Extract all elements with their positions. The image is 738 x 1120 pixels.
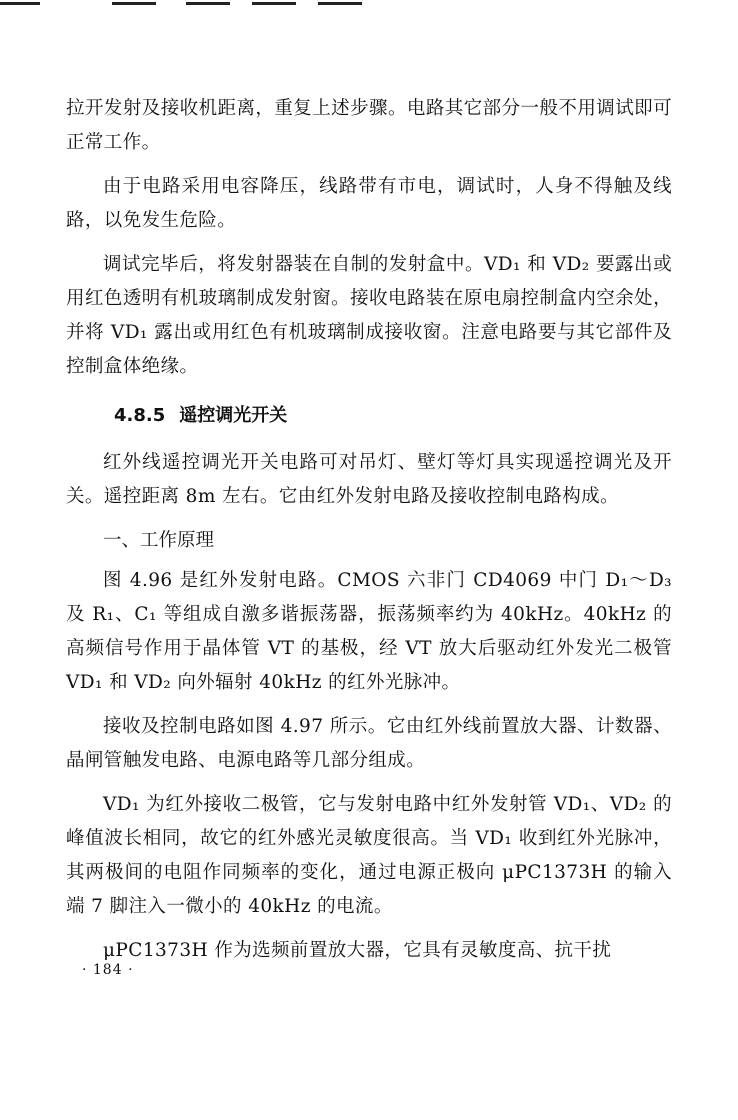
paragraph-photodiode: VD₁ 为红外接收二极管，它与发射电路中红外发射管 VD₁、VD₂ 的峰值波长相同，故它的红外感光灵敏度很高。当 VD₁ 收到红外光脉冲，其两极间的电阻作同频率的变化，通过电源正极向 μPC1373H 的输入端 7 脚注入一微小的 40kHz 的电流。 xyxy=(66,794,672,917)
paragraph-continuation: 拉开发射及接收机距离，重复上述步骤。电路其它部分一般不用调试即可正常工作。 xyxy=(66,98,672,153)
paragraph-intro: 红外线遥控调光开关电路可对吊灯、壁灯等灯具实现遥控调光及开关。遥控距离 8m 左右。它由红外发射电路及接收控制电路构成。 xyxy=(66,452,672,507)
subsection-heading: 一、工作原理 xyxy=(103,530,215,551)
page-number: · 184 · xyxy=(82,962,134,978)
top-rule-1 xyxy=(0,2,40,5)
page-body xyxy=(66,92,672,978)
paragraph-transmitter: 图 4.96 是红外发射电路。CMOS 六非门 CD4069 中门 D₁～D₃ 及 R₁、C₁ 等组成自激多谐振荡器，振荡频率约为 40kHz。40kHz 的高频信号作用于晶体管 VT 的基极，经 VT 放大后驱动红外发光二极管 VD₁ 和 VD₂ 向外辐射 40kHz 的红外光脉冲。 xyxy=(66,570,672,693)
paragraph-receiver: 接收及控制电路如图 4.97 所示。它由红外线前置放大器、计数器、晶闸管触发电路、电源电路等几部分组成。 xyxy=(66,716,672,771)
paragraph-safety-note: 由于电路采用电容降压，线路带有市电，调试时，人身不得触及线路，以免发生危险。 xyxy=(66,176,672,231)
section-title: 遥控调光开关 xyxy=(179,405,288,426)
top-rule-4 xyxy=(252,2,296,5)
paragraph-amplifier: μPC1373H 作为选频前置放大器，它具有灵敏度高、抗干扰 xyxy=(103,940,612,961)
paragraph-assembly: 调试完毕后，将发射器装在自制的发射盒中。VD₁ 和 VD₂ 要露出或用红色透明有机玻璃制成发射窗。接收电路装在原电扇控制盒内空余处，并将 VD₁ 露出或用红色有机玻璃制成接收窗。注意电路要与其它部件及控制盒体绝缘。 xyxy=(66,254,672,377)
section-number: 4.8.5 xyxy=(114,405,166,426)
top-rule-5 xyxy=(318,2,362,5)
top-rule-3 xyxy=(186,2,230,5)
section-heading xyxy=(114,398,672,434)
top-rule-2 xyxy=(112,2,156,5)
